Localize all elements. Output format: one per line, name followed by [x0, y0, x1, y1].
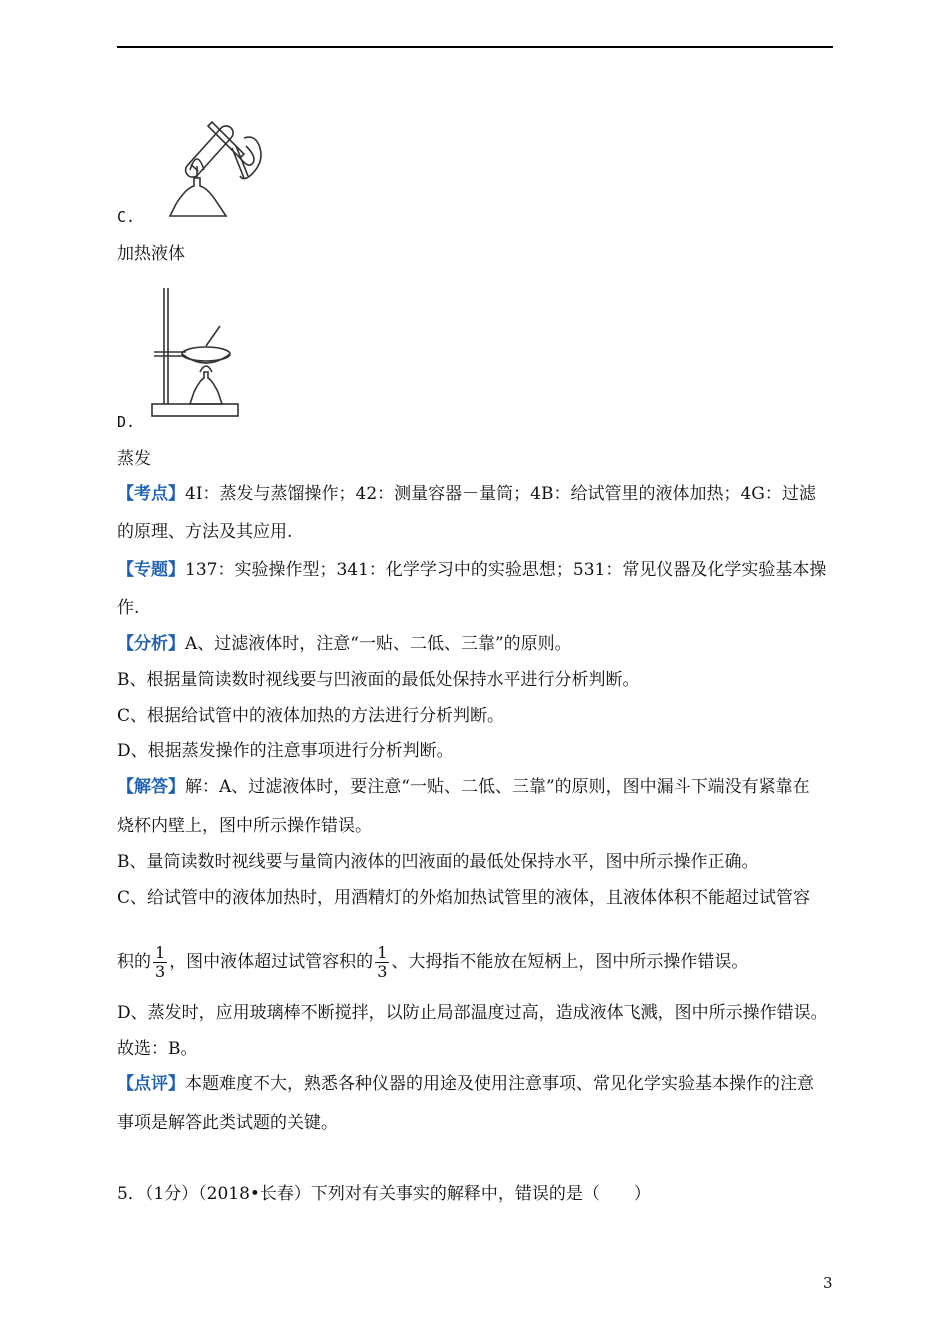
- jieda-d: D、蒸发时，应用玻璃棒不断搅拌，以防止局部温度过高，造成液体飞溅，图中所示操作错误。: [117, 1003, 828, 1023]
- page-number: 3: [823, 1274, 833, 1292]
- kaodian-line1: [117, 483, 816, 505]
- jieda-c2-post: 、大拇指不能放在短柄上，图中所示操作错误。: [391, 952, 749, 972]
- option-d-caption: 蒸发: [117, 449, 151, 469]
- jieda-b: B、量筒读数时视线要与量筒内液体的凹液面的最低处保持水平，图中所示操作正确。: [117, 852, 759, 872]
- jieda-line-a1: [117, 776, 810, 798]
- fenxi-c: C、根据给试管中的液体加热的方法进行分析判断。: [117, 706, 505, 726]
- fraction-denominator: 3: [155, 962, 166, 981]
- jieda-a1: 解：A、过滤液体时，要注意“一贴、二低、三靠”的原则，图中漏斗下端没有紧靠在: [185, 777, 810, 797]
- kaodian-tag: 【考点】: [117, 484, 185, 504]
- kaodian-line2: 的原理、方法及其应用.: [117, 522, 293, 542]
- zhuanti-text: 137：实验操作型；341：化学学习中的实验思想；531：常见仪器及化学实验基本操: [185, 560, 827, 580]
- dianping-tag: 【点评】: [117, 1074, 185, 1094]
- option-c-caption: 加热液体: [117, 244, 185, 264]
- fraction-numerator: 1: [155, 943, 166, 962]
- zhuanti-tag: 【专题】: [117, 560, 185, 580]
- fraction-numerator-2: 1: [377, 943, 388, 962]
- question-5: 5．（1分）（2018•长春）下列对有关事实的解释中，错误的是（ ）: [117, 1184, 651, 1204]
- fenxi-d: D、根据蒸发操作的注意事项进行分析判断。: [117, 741, 454, 761]
- fraction-one-third: [153, 944, 167, 981]
- option-d-label: D.: [117, 413, 136, 431]
- dianping-line2: 事项是解答此类试题的关键。: [117, 1113, 338, 1133]
- fenxi-tag: 【分析】: [117, 634, 185, 654]
- fenxi-b: B、根据量筒读数时视线要与凹液面的最低处保持水平进行分析判断。: [117, 670, 640, 690]
- jieda-c2-mid: ，图中液体超过试管容积的: [169, 952, 374, 972]
- jieda-answer: 故选：B。: [117, 1039, 198, 1059]
- jieda-tag: 【解答】: [117, 777, 185, 797]
- zhuanti-line1: [117, 559, 826, 581]
- zhuanti-line2: 作.: [117, 598, 140, 618]
- fraction-one-third-2: [375, 944, 389, 981]
- dianping-text: 本题难度不大，熟悉各种仪器的用途及使用注意事项、常见化学实验基本操作的注意: [185, 1074, 814, 1094]
- header-rule: [117, 46, 833, 48]
- jieda-c2: [117, 942, 748, 982]
- option-c-label: C.: [117, 208, 136, 226]
- dianping-line1: [117, 1073, 814, 1095]
- evaporation-figure: [150, 286, 242, 420]
- jieda-c2-pre: 积的: [117, 952, 151, 972]
- heating-liquid-figure: [148, 108, 266, 220]
- fraction-denominator-2: 3: [377, 962, 388, 981]
- jieda-a2: 烧杯内壁上，图中所示操作错误。: [117, 816, 372, 836]
- fenxi-a: A、过滤液体时，注意“一贴、二低、三靠”的原则。: [185, 634, 572, 654]
- kaodian-text: 4I：蒸发与蒸馏操作；42：测量容器－量筒；4B：给试管里的液体加热；4G：过滤: [185, 484, 816, 504]
- jieda-c1: C、给试管中的液体加热时，用酒精灯的外焰加热试管里的液体，且液体体积不能超过试管容: [117, 888, 811, 908]
- fenxi-line-a: [117, 633, 572, 655]
